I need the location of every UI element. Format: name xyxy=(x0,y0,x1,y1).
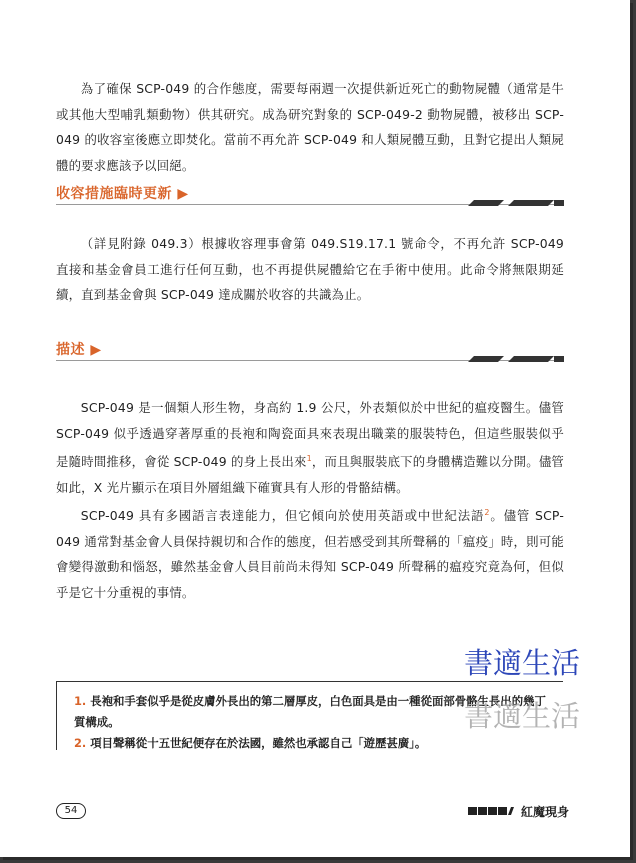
triangle-marker-icon: ▶ xyxy=(90,342,102,358)
footnote-ref[interactable]: 1 xyxy=(306,454,312,464)
section-header-containment-update xyxy=(56,183,564,213)
paragraph-text: SCP-049 是一個類人形生物，身高約 1.9 公尺，外表類似於中世紀的瘟疫醫生。儘管 SCP-049 似乎透過穿著厚重的長袍和陶瓷面具來表現出職業的服裝特色，但這些服裝似乎是隨時間推移，會從 SCP-049 的身上長出來 xyxy=(56,400,564,470)
book-title: 紅魔現身 xyxy=(521,805,570,819)
section-title: 描述 ▶ xyxy=(56,342,102,358)
section-title: 收容措施臨時更新 ▶ xyxy=(56,186,189,202)
body-paragraph: （詳見附錄 049.3）根據收容理事會第 049.S19.17.1 號命令，不再允許 SCP-049 直接和基金會員工進行任何互動，也不再提供屍體給它在手術中使用。此命令將無限期延續，直到基金會與 SCP-049 達成關於收容的共識為止。 xyxy=(56,236,564,303)
watermark-text: 書適生活 xyxy=(464,646,581,680)
stripe-bars-icon xyxy=(464,354,564,362)
footnote-ref[interactable]: 2 xyxy=(484,508,490,517)
section-header-description xyxy=(56,339,564,369)
footnote-item xyxy=(74,733,554,754)
footnote-number: 2. xyxy=(74,736,87,750)
page-number: 54 xyxy=(56,803,86,819)
stripe-bars-icon xyxy=(464,198,564,206)
paragraph-text: ，而且與服裝底下的身體構造難以分開。儘管如此，X 光片顯示在項目外層組織下確實具有人形的骨骼結構。 xyxy=(56,454,565,495)
paragraph-text: SCP-049 具有多國語言表達能力，但它傾向於使用英語或中世紀法語 xyxy=(80,508,485,524)
body-paragraph: 為了確保 SCP-049 的合作態度，需要每兩週一次提供新近死亡的動物屍體（通常是牛或其他大型哺乳類動物）供其研究。成為研究對象的 SCP-049-2 動物屍體，被移出 SCP-049 的收容室後應立即焚化。當前不再允許 SCP-049 和人類屍體互動，且對它提出人類屍體的要求應該予以回絕。 xyxy=(56,81,564,173)
body-paragraph xyxy=(56,395,564,501)
triangle-marker-icon: ▶ xyxy=(177,186,189,202)
footnote-text: 項目聲稱從十五世紀便存在於法國，雖然也承認自己「遊歷甚廣」。 xyxy=(90,736,427,750)
footnote-text: 長袍和手套似乎是從皮膚外長出的第二層厚皮，白色面具是由一種從面部骨骼生長出的幾丁質構成。 xyxy=(74,694,546,729)
footnote-number: 1. xyxy=(74,694,87,708)
watermark-text-shadow: 書適生活 xyxy=(464,699,581,733)
body-paragraph xyxy=(56,500,564,606)
publisher-logo-icon xyxy=(468,806,514,816)
paragraph-text: 。儘管 SCP-049 通常對基金會人員保持親切和合作的態度，但若感受到其所聲稱的「瘟疫」時，則可能會變得激動和惱怒，雖然基金會人員目前尚未得知 SCP-049 所聲稱的瘟疫究竟為何，但似乎是它十分重視的事情。 xyxy=(56,508,565,600)
